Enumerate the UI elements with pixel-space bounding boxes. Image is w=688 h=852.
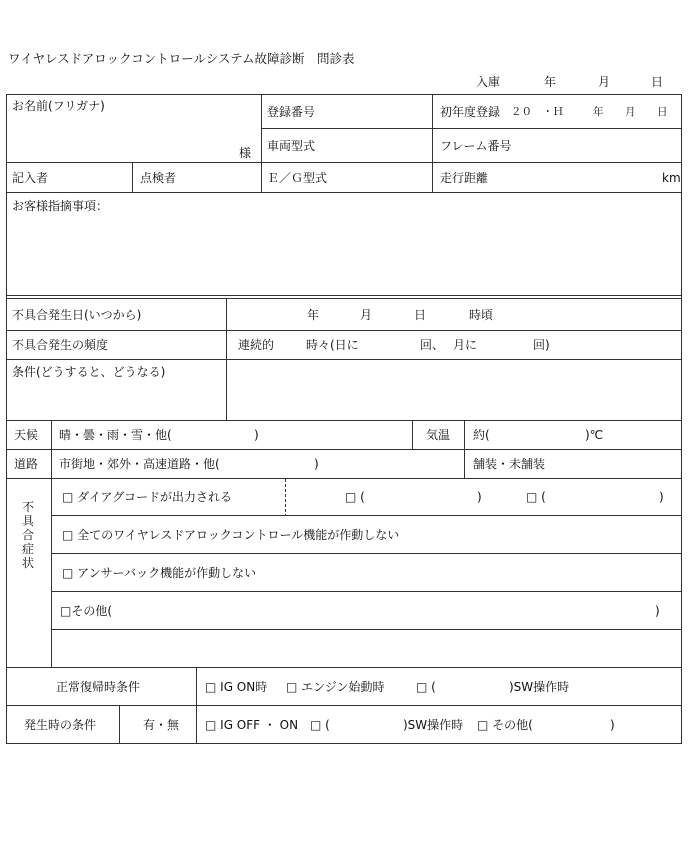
frequency-month: 月に [453, 338, 478, 352]
occur-cond-sw-open[interactable]: □ ( [310, 718, 330, 732]
recovery-label: 正常復帰時条件 [56, 680, 141, 694]
weather-label: 天候 [14, 428, 39, 442]
date-day-label: 日 [651, 75, 664, 89]
symptom-other-close: ) [655, 604, 660, 618]
weather-close: ) [254, 428, 259, 442]
symptom-other-open[interactable]: □その他( [60, 604, 113, 618]
occur-cond-sw-close: )SW操作時 [403, 718, 464, 732]
road-paved: 舗装・未舗装 [473, 457, 546, 471]
temperature-label: 気温 [426, 428, 451, 442]
frequency-continuous: 連続的 [238, 338, 275, 352]
occur-month: 月 [360, 308, 373, 322]
symptom-label-char: 不 [21, 500, 34, 514]
inspector-label: 点検者 [140, 171, 177, 185]
model-label: 車両型式 [267, 139, 316, 153]
occur-cond-other-close: ) [610, 718, 615, 732]
symptom-label-char: 状 [21, 556, 34, 570]
occur-day: 日 [414, 308, 427, 322]
recovery-sw-close: )SW操作時 [509, 680, 570, 694]
engine-type-label: Ｅ／Ｇ型式 [267, 171, 328, 185]
date-month-label: 月 [598, 75, 611, 89]
symptom-label [20, 500, 36, 570]
frequency-sometimes: 時々(日に [306, 338, 359, 352]
reg-no-label: 登録番号 [267, 105, 316, 119]
first-reg-month: 月 [625, 106, 636, 118]
occur-cond-other-open[interactable]: □ その他( [477, 718, 533, 732]
customer-remarks-label: お客様指摘事項： [12, 199, 109, 213]
symptom-answerback[interactable]: □ アンサーバック機能が作動しない [62, 566, 257, 580]
symptom-all-functions[interactable]: □ 全てのワイヤレスドアロックコントロール機能が作動しない [62, 528, 400, 542]
symptom-custom1-open[interactable]: □ ( [345, 490, 365, 504]
recovery-sw-open[interactable]: □ ( [416, 680, 436, 694]
occur-year: 年 [307, 308, 320, 322]
writer-label: 記入者 [12, 171, 49, 185]
temperature-unit: )℃ [585, 428, 604, 442]
name-label: お名前(フリガナ) [12, 99, 105, 113]
road-value: 市街地・郊外・高速道路・他( [59, 457, 220, 471]
frequency-times2: 回) [533, 338, 550, 352]
symptom-label-char: 合 [21, 528, 34, 542]
frequency-label: 不具合発生の頻度 [12, 338, 109, 352]
symptom-label-char: 具 [21, 514, 34, 528]
first-reg-day: 日 [657, 106, 668, 118]
temperature-value: 約( [473, 428, 490, 442]
date-year-label: 年 [544, 75, 557, 89]
page-title: ワイヤレスドアロックコントロールシステム故障診断 問診表 [8, 51, 355, 66]
symptom-custom2-open[interactable]: □ ( [526, 490, 546, 504]
symptom-custom2-close: ) [659, 490, 664, 504]
recovery-ig-on[interactable]: □ IG ON時 [205, 680, 268, 694]
occur-time: 時頃 [469, 308, 494, 322]
first-reg-label: 初年度登録 [440, 105, 501, 119]
symptom-label-char: 症 [21, 542, 34, 556]
road-label: 道路 [14, 457, 39, 471]
frequency-times: 回、 [420, 338, 445, 352]
symptom-custom1-close: ) [477, 490, 482, 504]
occur-date-label: 不具合発生日(いつから) [12, 308, 142, 322]
frame-no-label: フレーム番号 [440, 139, 512, 153]
road-close: ) [314, 457, 319, 471]
mileage-label: 走行距離 [440, 171, 489, 185]
recovery-engine-start[interactable]: □ エンジン始動時 [286, 680, 385, 694]
occur-cond-ig[interactable]: □ IG OFF ・ ON [205, 718, 299, 732]
condition-label: 条件(どうすると、どうなる) [12, 365, 166, 379]
km-unit: km [662, 171, 681, 185]
date-in-label: 入庫 [476, 75, 501, 89]
occur-cond-yesno[interactable]: 有・無 [143, 718, 180, 732]
sama-label: 様 [239, 146, 252, 160]
occur-cond-label: 発生時の条件 [24, 718, 97, 732]
weather-value: 晴・曇・雨・雪・他( [59, 428, 172, 442]
first-reg-year: 年 [593, 106, 604, 118]
symptom-diag-code[interactable]: □ ダイアグコードが出力される [62, 490, 232, 504]
first-reg-era: ２０ ・Ｈ [511, 106, 564, 118]
